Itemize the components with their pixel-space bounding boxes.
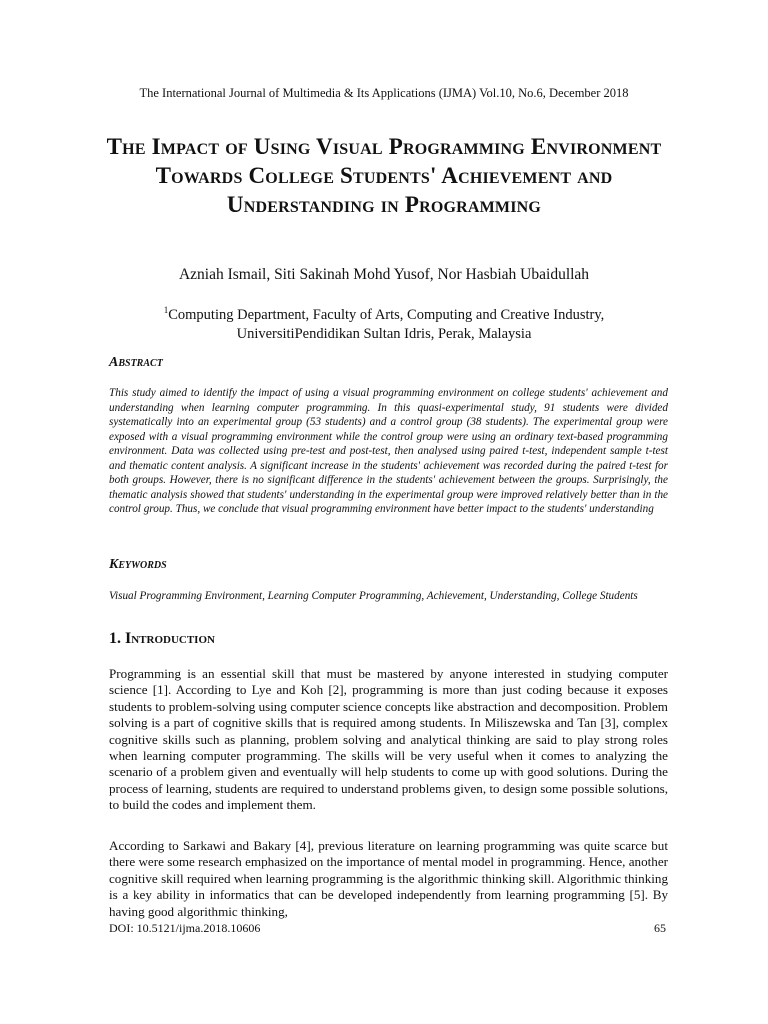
paper-title: The Impact of Using Visual Programming Environment Towards College Students' Achievement and Understanding in Programming — [106, 134, 662, 217]
abstract-body: This study aimed to identify the impact of using a visual programming environment on college students' achievement and understanding when learning computer programming. In this quasi-experimental study, 91 students were divided systematically into an experimental group (53 students) and a control group (38 students). The experimental group were exposed with a visual programming environment while the control group were using an ordinary text-based programming environment. Data was collected using pre-test and post-test, then analysed using paired t-test, independent sample t-test and thematic content analysis. A significant increase in the students' achievement was recorded during the paired t-test for both groups. However, there is no significant difference in the students' achievement between the groups. Surprisingly, the thematic analysis showed that students' understanding in the experimental group were improved relatively better than in the control group. Thus, we conclude that visual programming environment have better impact to the students' understanding — [109, 387, 668, 515]
introduction-heading: 1. Introduction — [109, 630, 215, 647]
affiliation-block — [0, 301, 768, 344]
affiliation-text-1: Computing Department, Faculty of Arts, Computing and Creative Industry, — [168, 307, 605, 323]
abstract-heading: Abstract — [109, 355, 163, 370]
affiliation-marker: 1 — [163, 305, 169, 315]
introduction-paragraph-2: According to Sarkawi and Bakary [4], previous literature on learning programming was quite scarce but there were some research emphasized on the importance of mental model in programming. Hence, another cognitive skill required when learning programming is the algorithmic thinking skill. Algorithmic thinking is a key ability in informatics that can be developed independently from learning programming [5]. By having good algorithmic thinking, — [109, 838, 668, 919]
affiliation-line-2: UniversitiPendidikan Sultan Idris, Perak, Malaysia — [236, 326, 532, 342]
keywords-heading: Keywords — [109, 557, 167, 572]
author-list: Azniah Ismail, Siti Sakinah Mohd Yusof, Nor Hasbiah Ubaidullah — [178, 266, 590, 283]
footer-doi: DOI: 10.5121/ijma.2018.10606 — [109, 921, 261, 935]
keywords-body: Visual Programming Environment, Learning Computer Programming, Achievement, Understanding, College Students — [109, 590, 638, 602]
introduction-paragraph-1: Programming is an essential skill that must be mastered by anyone interested in studying computer science [1]. According to Lye and Koh [2], programming is more than just coding because it exposes students to problem-solving using computer science concepts like abstraction and decomposition. Problem solving is a part of cognitive skills that is required among students. In Miliszewska and Tan [3], complex cognitive skills such as planning, problem solving and analytical thinking are said to play strong roles when learning computer programming. The skills will be very useful when it comes to analyzing the scenario of a problem given and eventually will help students to come up with good solutions. During the process of learning, students are required to understand problems given, to design some possible solutions, to build the codes and implement them. — [109, 666, 668, 813]
running-header: The International Journal of Multimedia & Its Applications (IJMA) Vol.10, No.6, December 2018 — [139, 86, 629, 100]
page-number: 65 — [654, 921, 666, 935]
affiliation-line-1 — [0, 301, 768, 325]
